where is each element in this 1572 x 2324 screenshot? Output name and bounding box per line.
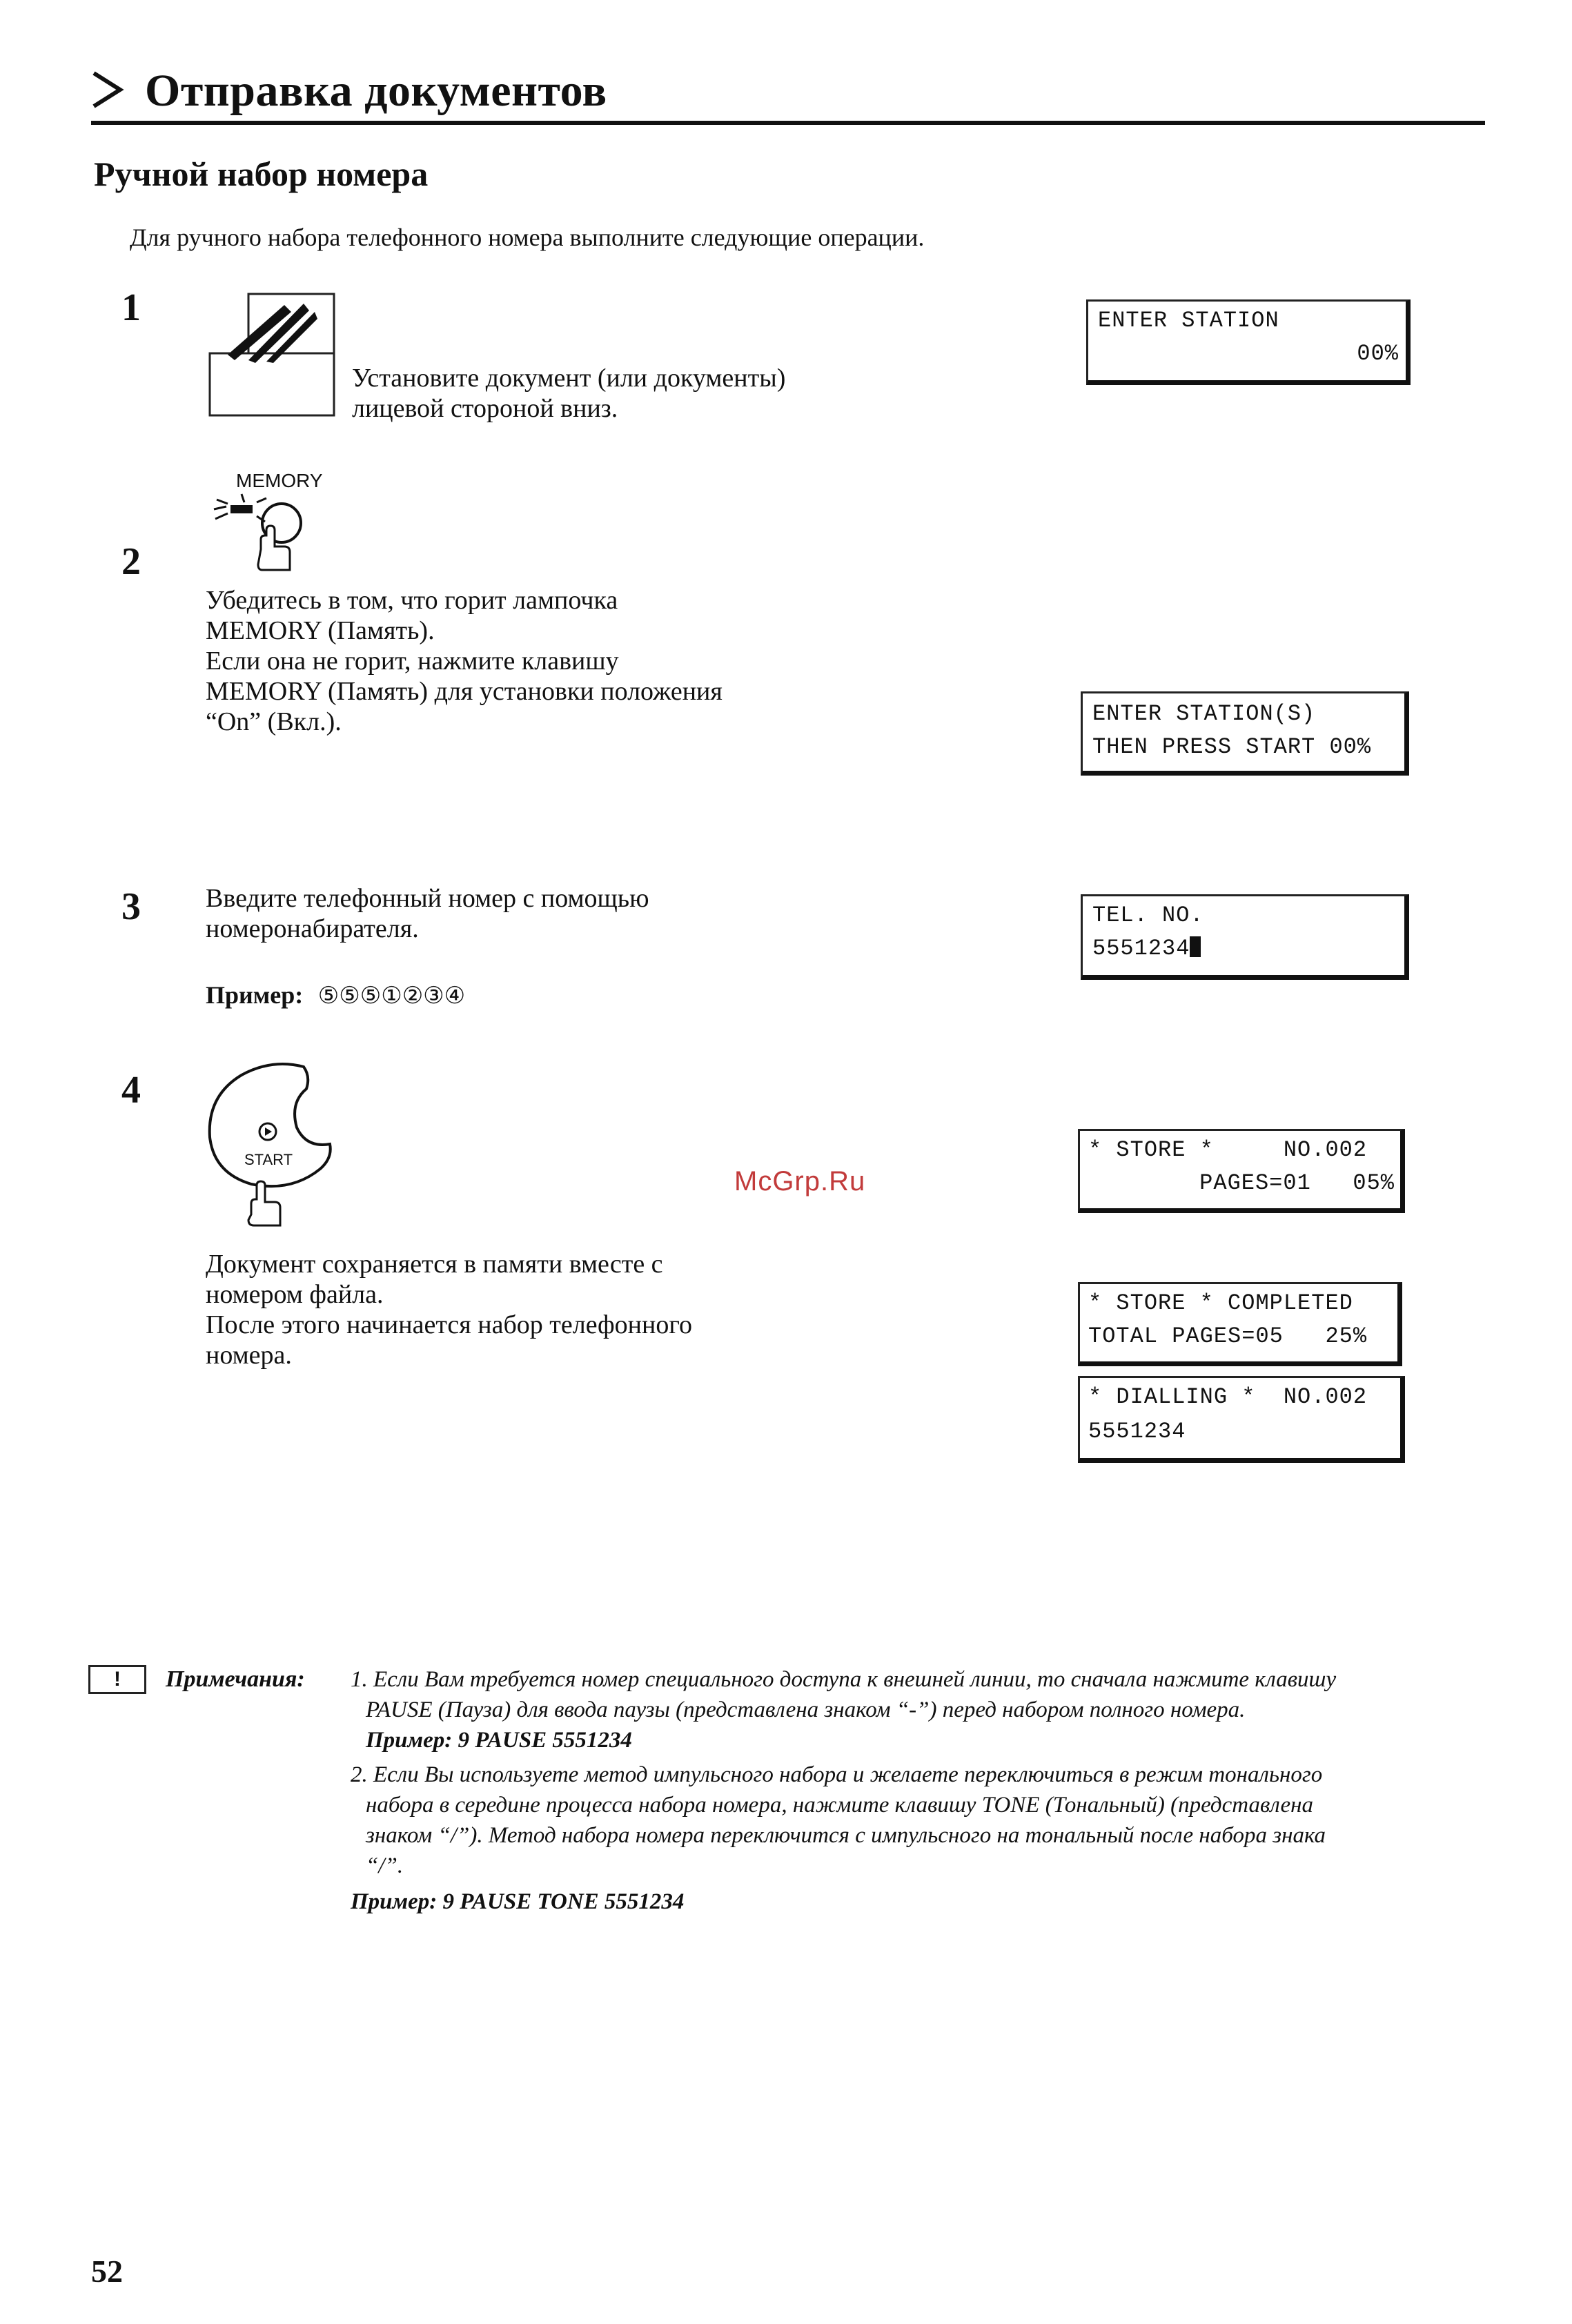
lcd-line-1: * STORE * NO.002 xyxy=(1088,1137,1368,1163)
example-label: Пример: xyxy=(206,981,304,1009)
step-4-line-2: номером файла. xyxy=(206,1280,384,1309)
example-digits: ⑤⑤⑤①②③④ xyxy=(317,982,466,1010)
lcd-display-store-completed xyxy=(1078,1282,1402,1366)
step-1-line-2: лицевой стороной вниз. xyxy=(352,394,618,423)
lcd-line-2: PAGES=01 05% xyxy=(1199,1170,1395,1196)
lcd-line-1: * DIALLING * NO.002 xyxy=(1088,1384,1368,1410)
lcd-display-enter-stations xyxy=(1081,691,1409,776)
step-2-line-5: “On” (Вкл.). xyxy=(206,707,342,736)
lcd-cursor xyxy=(1190,936,1201,957)
notes-label: Примечания: xyxy=(166,1666,305,1692)
arrow-right-icon xyxy=(91,69,124,110)
document-face-down-icon xyxy=(207,291,338,422)
page-title-row xyxy=(91,63,1485,130)
lcd-display-store xyxy=(1078,1129,1405,1213)
lcd-display-tel-no xyxy=(1081,894,1409,980)
lcd-line-2: 5551234 xyxy=(1092,936,1190,961)
start-key-icon xyxy=(203,1061,341,1234)
notes-alert-icon: ! xyxy=(88,1665,146,1694)
lcd-line-1: * STORE * COMPLETED xyxy=(1088,1290,1353,1316)
page-title: Отправка документов xyxy=(145,66,607,116)
note-2-line-1: 2. Если Вы используете метод импульсного набора и желаете переключиться в режим тонального xyxy=(351,1762,1323,1787)
step-2-line-3: Если она не горит, нажмите клавишу xyxy=(206,647,619,676)
step-number-2: 2 xyxy=(121,540,141,583)
lcd-display-enter-station xyxy=(1086,299,1411,385)
lcd-line-2: 5551234 xyxy=(1088,1419,1186,1444)
step-number-1: 1 xyxy=(121,286,141,329)
lcd-line-1: ENTER STATION xyxy=(1098,308,1279,333)
lcd-line-2: TOTAL PAGES=05 25% xyxy=(1088,1323,1368,1349)
step-4-line-1: Документ сохраняется в памяти вместе с xyxy=(206,1250,663,1279)
step-2-line-1: Убедитесь в том, что горит лампочка xyxy=(206,586,618,615)
step-2-line-2: MEMORY (Память). xyxy=(206,616,435,645)
lcd-line-1: TEL. NO. xyxy=(1092,903,1204,928)
step-2-line-4: MEMORY (Память) для установки положения xyxy=(206,677,723,706)
step-3-line-1: Введите телефонный номер с помощью xyxy=(206,884,649,913)
note-2-line-3: знаком “/”). Метод набора номера переключится с импульсного на тональный после набора знака xyxy=(366,1823,1326,1848)
start-key-label: START xyxy=(244,1151,293,1168)
step-4-line-4: номера. xyxy=(206,1341,292,1370)
page-number: 52 xyxy=(91,2254,123,2289)
lcd-line-1: ENTER STATION(S) xyxy=(1092,701,1316,727)
intro-text: Для ручного набора телефонного номера выполните следующие операции. xyxy=(130,224,925,251)
note-2-line-2: набора в середине процесса набора номера, нажмите клавишу TONE (Тональный) (представлена xyxy=(366,1793,1314,1818)
note-1-line-1: 1. Если Вам требуется номер специального доступа к внешней линии, то сначала нажмите клавишу xyxy=(351,1667,1337,1692)
title-divider xyxy=(91,121,1485,125)
note-2-line-4: “/”. xyxy=(366,1853,404,1878)
section-heading: Ручной набор номера xyxy=(94,155,429,193)
step-number-4: 4 xyxy=(121,1069,141,1112)
step-1-line-1: Установите документ (или документы) xyxy=(352,364,786,393)
lcd-line-2: THEN PRESS START 00% xyxy=(1092,734,1372,760)
step-4-line-3: После этого начинается набор телефонного xyxy=(206,1310,692,1339)
watermark: McGrp.Ru xyxy=(734,1166,866,1197)
note-2-example: Пример: 9 PAUSE TONE 5551234 xyxy=(351,1889,685,1914)
step-3-line-2: номеронабирателя. xyxy=(206,914,419,943)
lcd-line-2: 00% xyxy=(1357,341,1399,366)
note-1-line-2: PAUSE (Пауза) для ввода паузы (представлена знаком “-”) перед набором полного номера. xyxy=(366,1697,1246,1722)
memory-key-icon xyxy=(207,466,338,584)
step-3-example xyxy=(206,980,465,1011)
lcd-display-dialling xyxy=(1078,1376,1405,1463)
note-1-example: Пример: 9 PAUSE 5551234 xyxy=(366,1728,632,1753)
memory-key-label: MEMORY xyxy=(236,470,323,491)
step-number-3: 3 xyxy=(121,885,141,928)
lcd-tel-number-row xyxy=(1092,935,1201,963)
